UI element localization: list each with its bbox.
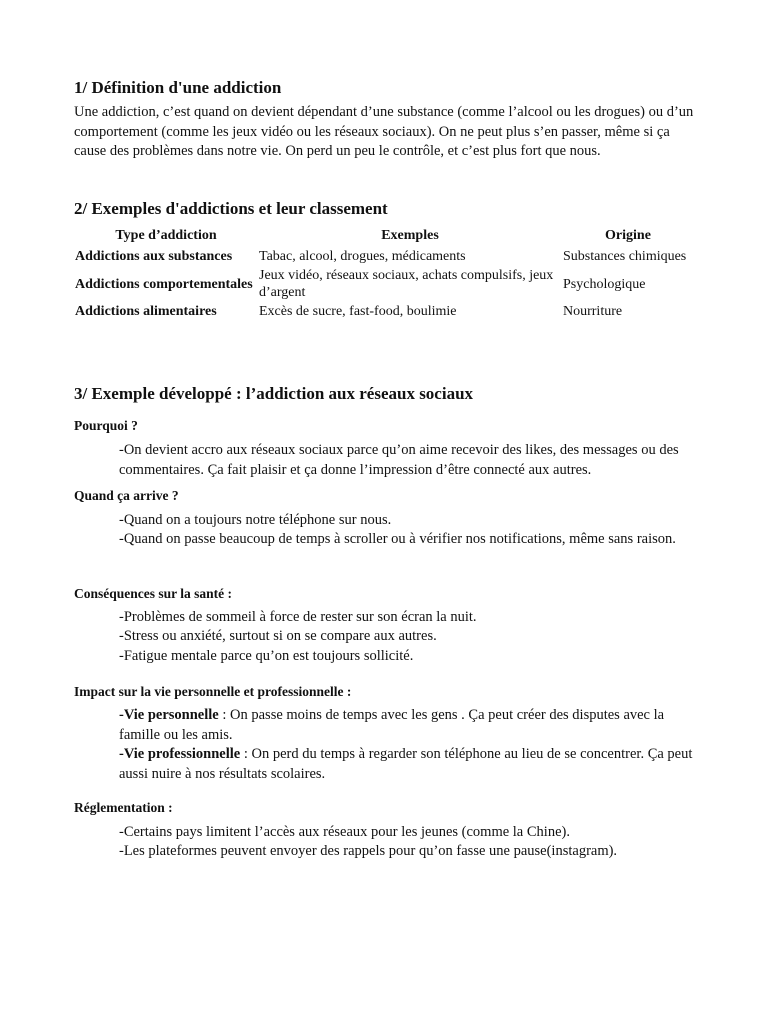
consequences-line-2: -Stress ou anxiété, surtout si on se compare aux autres. <box>119 628 437 644</box>
impact-professional-label: -Vie professionnelle <box>119 746 241 762</box>
quand-line-2: -Quand on passe beaucoup de temps à scroller ou à vérifier nos notifications, même sans raison. <box>119 531 676 547</box>
table-header-examples: Exemples <box>381 228 439 243</box>
quand-line-1: -Quand on a toujours notre téléphone sur nous. <box>119 512 392 528</box>
impact-personal-label: -Vie personnelle <box>119 707 219 723</box>
reglementation-heading: Réglementation : <box>74 800 173 815</box>
quand-heading: Quand ça arrive ? <box>74 488 179 503</box>
impact-personal-text: : On passe moins de temps avec les gens . Ça peut créer des disputes avec la famille ou les amis. <box>119 707 665 743</box>
table-cell-origin: Substances chimiques <box>563 249 687 264</box>
pourquoi-heading: Pourquoi ? <box>74 418 138 433</box>
reglementation-line-1: -Certains pays limitent l’accès aux réseaux pour les jeunes (comme la Chine). <box>119 824 570 840</box>
table-header-type: Type d’addiction <box>115 228 217 243</box>
table-cell-type: Addictions alimentaires <box>75 304 217 319</box>
table-row <box>74 266 694 302</box>
table-cell-examples: Excès de sucre, fast-food, boulimie <box>259 304 457 319</box>
table-cell-type: Addictions aux substances <box>75 249 233 264</box>
table-row <box>74 302 694 321</box>
section3-title: 3/ Exemple développé : l’addiction aux réseaux sociaux <box>74 384 474 403</box>
impact-heading: Impact sur la vie personnelle et professionnelle : <box>74 684 352 699</box>
consequences-heading: Conséquences sur la santé : <box>74 586 233 601</box>
table-cell-examples: Tabac, alcool, drogues, médicaments <box>259 249 466 264</box>
impact-professional-text: : On perd du temps à regarder son téléphone au lieu de se concentrer. Ça peut aussi nuire à nos résultats scolaires. <box>119 746 693 782</box>
impact-personal <box>119 706 699 745</box>
consequences-line-1: -Problèmes de sommeil à force de rester sur son écran la nuit. <box>119 609 477 625</box>
table-row <box>74 247 694 266</box>
reglementation-line-2: -Les plateformes peuvent envoyer des rappels pour qu’on fasse une pause(instagram). <box>119 843 618 859</box>
table-header-origin: Origine <box>605 228 651 243</box>
pourquoi-text: -On devient accro aux réseaux sociaux parce qu’on aime recevoir des likes, des messages ou des commentaires. Ça fait plaisir et ça donne l’impression d’être connecté aux autres. <box>119 442 679 478</box>
table-header-row <box>74 226 694 247</box>
consequences-line-3: -Fatigue mentale parce qu’on est toujours sollicité. <box>119 648 414 664</box>
impact-professional <box>119 745 699 784</box>
table-cell-type: Addictions comportementales <box>75 276 253 292</box>
table-cell-origin: Psychologique <box>563 276 646 292</box>
section1-title: 1/ Définition d'une addiction <box>74 78 282 97</box>
addiction-table <box>74 226 694 321</box>
table-cell-origin: Nourriture <box>563 304 623 319</box>
section2-title: 2/ Exemples d'addictions et leur classement <box>74 199 388 218</box>
table-cell-examples: Jeux vidéo, réseaux sociaux, achats compulsifs, jeux d’argent <box>259 268 554 300</box>
section1-paragraph: Une addiction, c’est quand on devient dépendant d’une substance (comme l’alcool ou les drogues) ou d’un comportement (comme les jeux vidéo ou les réseaux sociaux). On ne peut plus s’en passer, même si ça cause des problèmes dans notre vie. On perd un peu le contrôle, et c’est plus fort que nous. <box>74 104 694 159</box>
